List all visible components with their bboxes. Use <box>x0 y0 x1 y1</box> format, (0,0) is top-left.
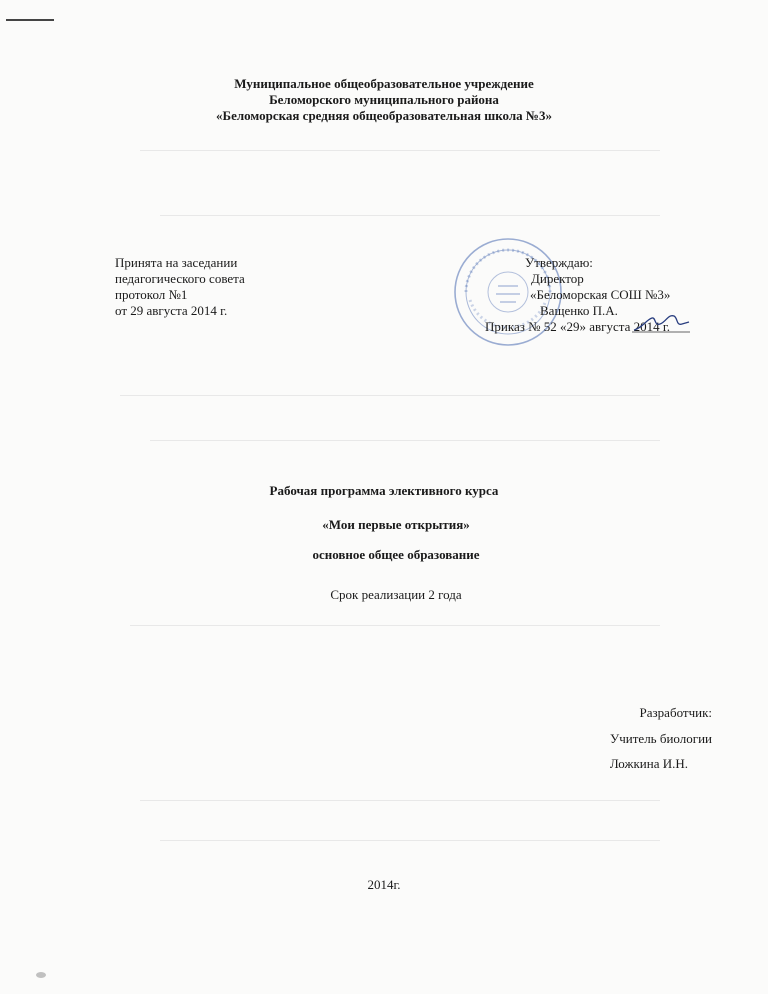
developer-name: Ложкина И.Н. <box>609 756 688 771</box>
accepted-line-1: Принята на заседании <box>115 255 238 270</box>
approved-line-1: Утверждаю: <box>525 255 593 270</box>
education-level: основное общее образование <box>312 547 480 562</box>
accepted-block <box>115 255 245 319</box>
accepted-line-2: педагогического совета <box>115 271 245 286</box>
bleed-through-line <box>160 840 660 841</box>
program-title: Рабочая программа элективного курса <box>269 483 499 498</box>
accepted-line-4: от 29 августа 2014 г. <box>115 303 228 318</box>
header-line-1: Муниципальное общеобразовательное учреждение <box>234 76 534 91</box>
bleed-through-line <box>140 150 660 151</box>
developer-label: Разработчик: <box>639 705 712 720</box>
approved-line-2: Директор <box>531 271 584 286</box>
director-signature-icon <box>632 312 690 334</box>
developer-position: Учитель биологии <box>610 731 712 746</box>
scan-speck <box>36 972 46 978</box>
corner-scan-mark <box>6 19 54 21</box>
bleed-through-line <box>130 625 660 626</box>
approved-line-3: «Беломорская СОШ №3» <box>530 287 671 302</box>
document-year: 2014г. <box>367 877 401 892</box>
bleed-through-line <box>150 440 660 441</box>
accepted-line-3: протокол №1 <box>115 287 188 302</box>
bleed-through-line <box>160 215 660 216</box>
school-header <box>0 76 768 124</box>
header-line-3: «Беломорская средняя общеобразовательная школа №3» <box>216 108 552 123</box>
course-name: «Мои первые открытия» <box>322 517 470 532</box>
header-line-2: Беломорского муниципального района <box>269 92 499 107</box>
approved-line-5: Приказ № 52 «29» августа 2014 г. <box>485 319 671 334</box>
approved-line-4: Ващенко П.А. <box>540 303 618 318</box>
duration: Срок реализации 2 года <box>330 587 462 602</box>
bleed-through-line <box>120 395 660 396</box>
bleed-through-line <box>140 800 660 801</box>
